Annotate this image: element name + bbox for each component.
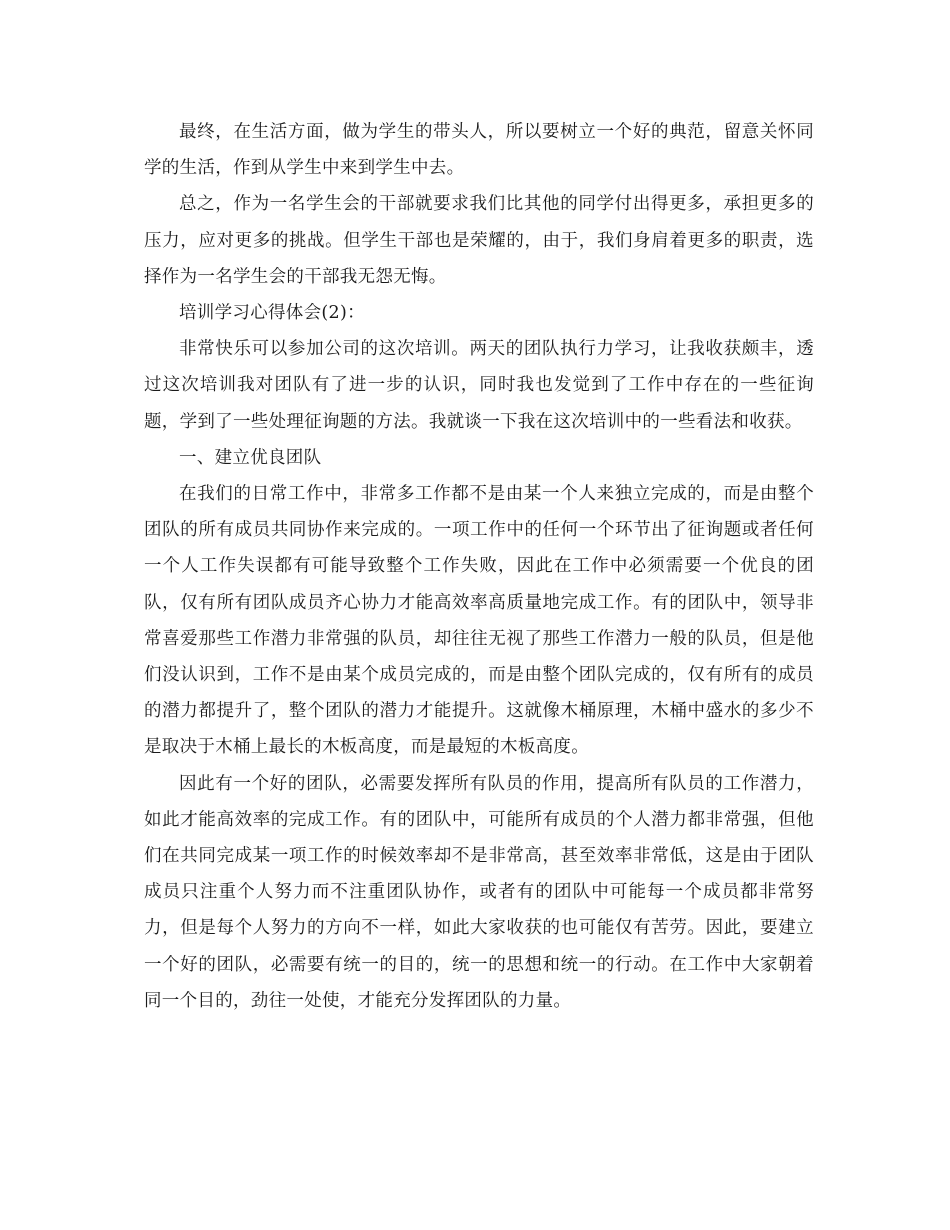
document-body bbox=[144, 114, 814, 1019]
paragraph-conclusion: 总之，作为一名学生会的干部就要求我们比其他的同学付出得更多，承担更多的压力，应对更多的挑战。但学生干部也是荣耀的，由于，我们身肩着更多的职责，选择作为一名学生会的干部我无怨无悔。 bbox=[144, 194, 814, 287]
section-heading-training-2: 培训学习心得体会(2)： bbox=[179, 303, 365, 324]
paragraph-training-intro: 非常快乐可以参加公司的这次培训。两天的团队执行力学习，让我收获颇丰，透过这次培训我对团队有了进一步的认识，同时我也发觉到了工作中存在的一些征询题，学到了一些处理征询题的方法。我就谈一下我在这次培训中的一些看法和收获。 bbox=[144, 339, 814, 432]
paragraph-teamwork: 在我们的日常工作中，非常多工作都不是由某一个人来独立完成的，而是由整个团队的所有成员共同协作来完成的。一项工作中的任何一个环节出了征询题或者任何一个人工作失误都有可能导致整个工作失败，因此在工作中必须需要一个优良的团队，仅有所有团队成员齐心协力才能高效率高质量地完成工作。有的团队中，领导非常喜爱那些工作潜力非常强的队员，却往往无视了那些工作潜力一般的队员，但是他们没认识到，工作不是由某个成员完成的，而是由整个团队完成的，仅有所有的成员的潜力都提升了，整个团队的潜力才能提升。这就像木桶原理，木桶中盛水的多少不是取决于木桶上最长的木板高度，而是最短的木板高度。 bbox=[144, 484, 814, 758]
subheading-build-team: 一、建立优良团队 bbox=[179, 447, 322, 468]
paragraph-life-role-model: 最终，在生活方面，做为学生的带头人，所以要树立一个好的典范，留意关怀同学的生活，作到从学生中来到学生中去。 bbox=[144, 122, 814, 179]
paragraph-team-goal: 因此有一个好的团队，必需要发挥所有队员的作用，提高所有队员的工作潜力，如此才能高效率的完成工作。有的团队中，可能所有成员的个人潜力都非常强，但他们在共同完成某一项工作的时候效率却不是非常高，甚至效率非常低，这是由于团队成员只注重个人努力而不注重团队协作，或者有的团队中可能每一个成员都非常努力，但是每个人努力的方向不一样，如此大家收获的也可能仅有苦劳。因此，要建立一个好的团队，必需要有统一的目的，统一的思想和统一的行动。在工作中大家朝着同一个目的，劲往一处使，才能充分发挥团队的力量。 bbox=[144, 773, 814, 1011]
